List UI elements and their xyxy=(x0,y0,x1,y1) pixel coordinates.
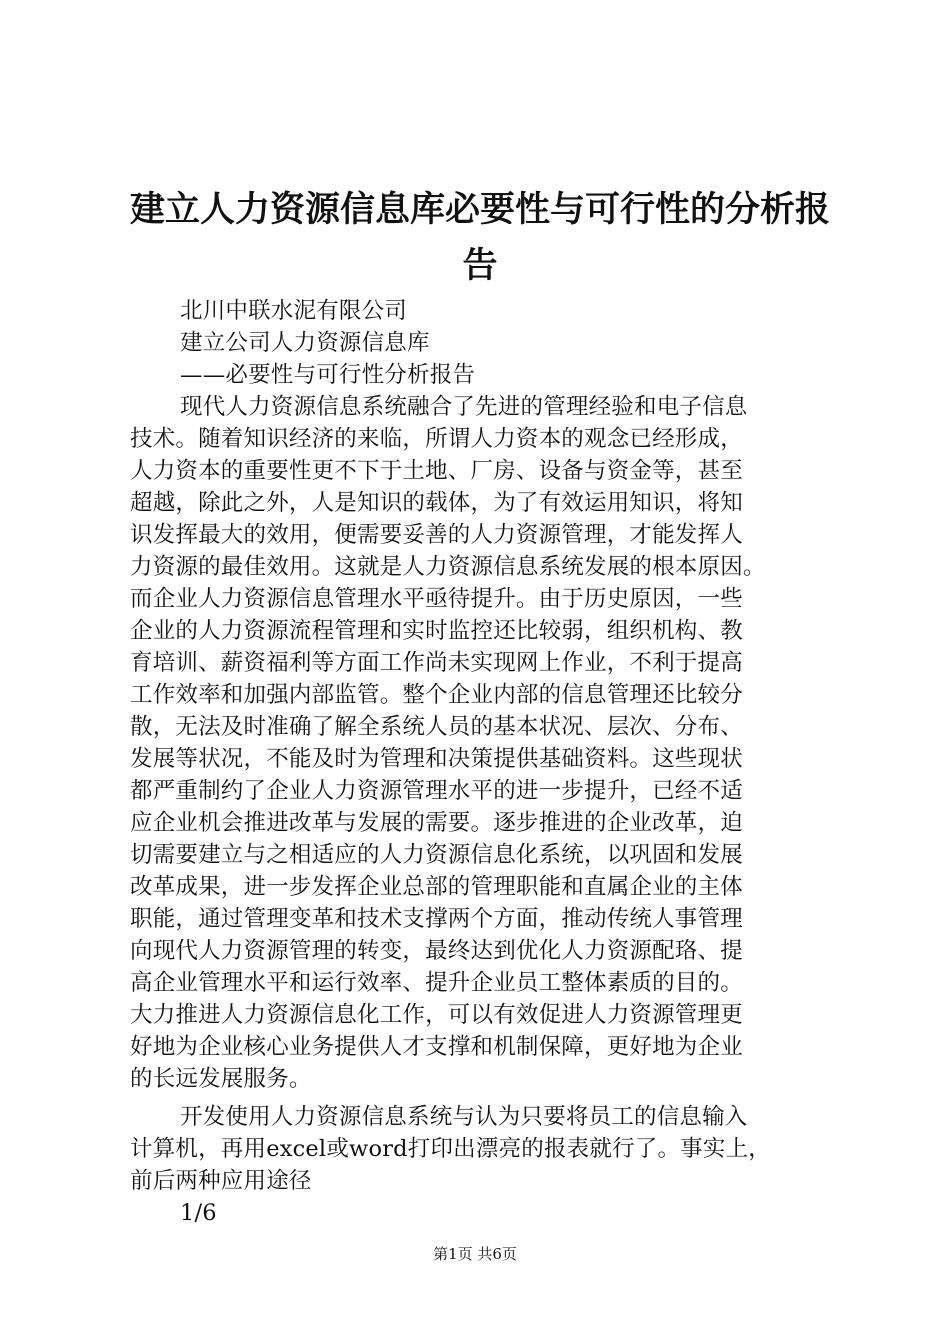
paragraph-2 xyxy=(130,1101,835,1197)
paragraph-line: 的长远发展服务。 xyxy=(130,1066,312,1092)
paragraph-line: 改革成果，进一步发挥企业总部的管理职能和直属企业的主体 xyxy=(130,874,743,900)
document-body xyxy=(130,295,835,1229)
title-line-2: 告 xyxy=(462,246,498,286)
paragraph-line: 人力资本的重要性更不下于土地、厂房、设备与资金等，甚至 xyxy=(130,458,743,484)
paragraph-line: 开发使用人力资源信息系统与认为只要将员工的信息输入 xyxy=(180,1104,748,1130)
paragraph-line: 大力推进人力资源信息化工作，可以有效促进人力资源管理更 xyxy=(130,1002,743,1028)
company-name: 北川中联水泥有限公司 xyxy=(180,298,408,324)
paragraph-line: 工作效率和加强内部监管。整个企业内部的信息管理还比较分 xyxy=(130,682,743,708)
page-fraction: 1/6 xyxy=(180,1200,217,1226)
paragraph-line: 现代人力资源信息系统融合了先进的管理经验和电子信息 xyxy=(180,394,748,420)
paragraph-1 xyxy=(130,391,835,1095)
paragraph-line: 计算机，再用excel或word打印出漂亮的报表就行了。事实上， xyxy=(130,1136,771,1162)
paragraph-line: 高企业管理水平和运行效率、提升企业员工整体素质的目的。 xyxy=(130,970,743,996)
paragraph-line: 向现代人力资源管理的转变，最终达到优化人力资源配珞、提 xyxy=(130,938,743,964)
report-subject: 建立公司人力资源信息库 xyxy=(180,330,430,356)
paragraph-line: 而企业人力资源信息管理水平亟待提升。由于历史原因，一些 xyxy=(130,586,743,612)
page-number-label: 第1页 共6页 xyxy=(433,1245,517,1263)
paragraph-line: 职能，通过管理变革和技术支撑两个方面，推动传统人事管理 xyxy=(130,906,743,932)
paragraph-line: 都严重制约了企业人力资源管理水平的进一步提升，已经不适 xyxy=(130,778,743,804)
paragraph-line: 散，无法及时准确了解全系统人员的基本状况、层次、分布、 xyxy=(130,714,743,740)
paragraph-line: 育培训、薪资福利等方面工作尚未实现网上作业，不利于提高 xyxy=(130,650,743,676)
paragraph-line: 前后两种应用途径 xyxy=(130,1168,312,1194)
paragraph-line: 发展等状况，不能及时为管理和决策提供基础资料。这些现状 xyxy=(130,746,743,772)
paragraph-line: 企业的人力资源流程管理和实时监控还比较弱，组织机构、教 xyxy=(130,618,743,644)
report-subtitle: ——必要性与可行性分析报告 xyxy=(180,362,476,388)
paragraph-line: 超越，除此之外，人是知识的载体，为了有效运用知识，将知 xyxy=(130,490,743,516)
paragraph-line: 好地为企业核心业务提供人才支撑和机制保障，更好地为企业 xyxy=(130,1034,743,1060)
paragraph-line: 力资源的最佳效用。这就是人力资源信息系统发展的根本原因。 xyxy=(130,554,766,580)
paragraph-line: 应企业机会推进改革与发展的需要。逐步推进的企业改革，迫 xyxy=(130,810,743,836)
paragraph-line: 技术。随着知识经济的来临，所谓人力资本的观念已经形成， xyxy=(130,426,743,452)
paragraph-line: 识发挥最大的效用，便需要妥善的人力资源管理，才能发挥人 xyxy=(130,522,743,548)
page-footer xyxy=(0,1244,950,1264)
paragraph-line: 切需要建立与之相适应的人力资源信息化系统，以巩固和发展 xyxy=(130,842,743,868)
title-line-1: 建立人力资源信息库必要性与可行性的分析报 xyxy=(129,190,830,230)
document-title xyxy=(120,182,840,294)
